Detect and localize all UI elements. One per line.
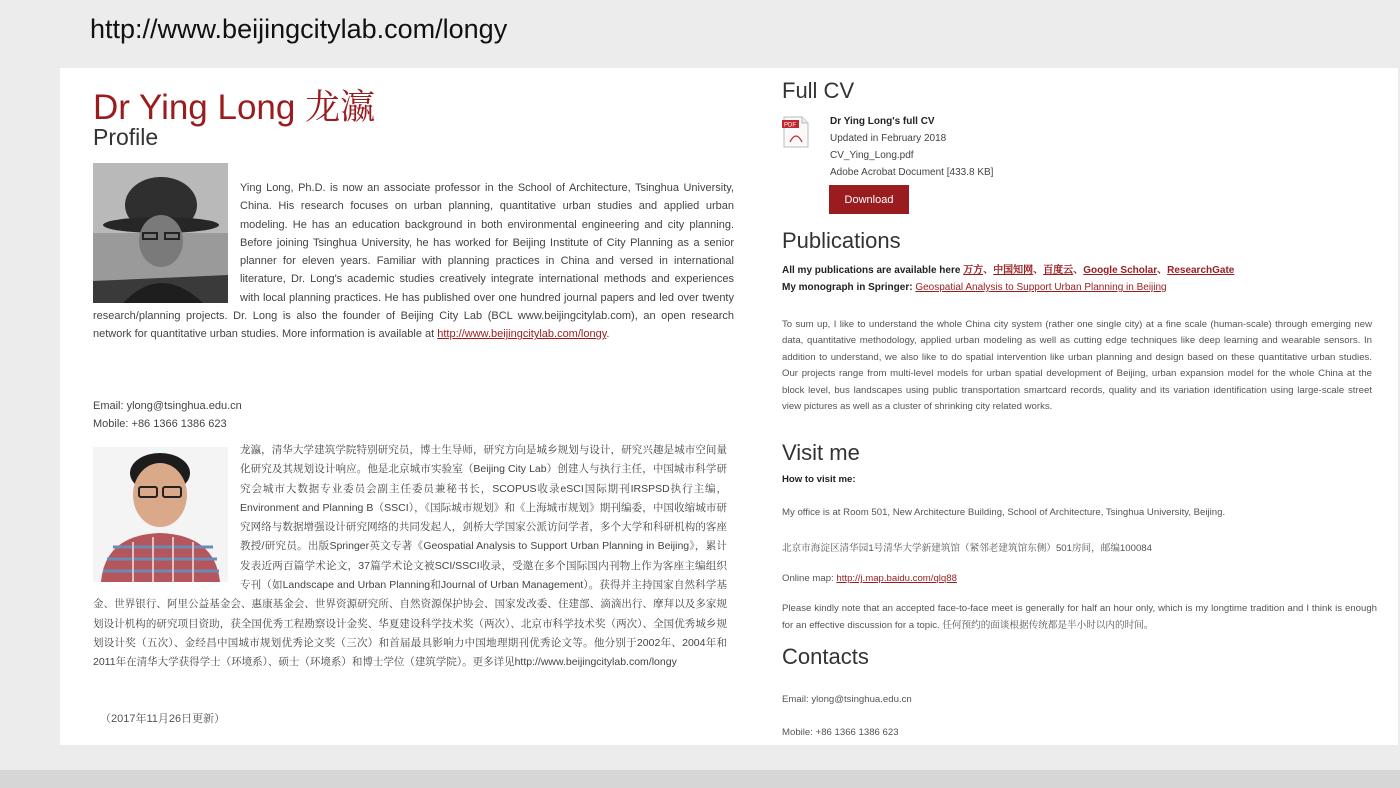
researchgate-link[interactable]: ResearchGate [1167,265,1235,276]
svg-text:PDF: PDF [784,122,796,129]
cnki-link[interactable]: 中国知网 [993,265,1034,276]
bio-chinese [93,441,727,673]
mobile-text: Mobile: +86 1366 1386 623 [93,417,227,430]
slide-bottom-band [0,770,1400,788]
contacts-email: Email: ylong@tsinghua.edu.cn [782,694,912,705]
monograph-label: My monograph in Springer: [782,282,916,293]
visit-note: Please kindly note that an accepted face-to-face meet is generally for half an hour only, which is my longtime tradition and I think is enough for an effective discussion for a topic. 任何预约的面谈根据传统都是半小时以内的时间。 [782,603,1377,631]
baidu-cloud-link[interactable]: 百度云 [1043,265,1074,276]
cv-panel [776,68,1398,745]
office-address-en: My office is at Room 501, New Architecture Building, School of Architecture, Tsinghua University, Beijing. [782,507,1226,518]
bio-english [93,179,734,344]
page-title: Dr Ying Long 龙瀛 [93,88,376,127]
bio-en-end: . [606,328,610,341]
contacts-mobile: Mobile: +86 1366 1386 623 [782,727,899,738]
profile-panel [60,68,776,745]
page-url-header: http://www.beijingcitylab.com/longy [90,14,508,44]
research-summary: To sum up, I like to understand the whole China city system (rather one single city) at a fine scale (human-scale) through emerging new data, quantitative methodology, applied urban modeling as well as cutting edge techniques like deep learning and wearable sensors. In addition to understand, we also like to do spatial intervention like urban planning and design based on these quantitative urban studies. Our projects range from multi-level models for urban spatial development of Beijing, urban expansion model for the whole China at the block level, bus landscapes using public transportation smartcard records, quality and its variation identification using large-scale street view pictures as well as a cluster of shrinking city related works. [782,319,1372,413]
contacts-heading: Contacts [782,644,869,669]
download-button[interactable]: Download [829,185,909,214]
full-cv-heading: Full CV [782,78,855,103]
cv-updated: Updated in February 2018 [830,133,947,144]
office-address-cn: 北京市海淀区清华园1号清华大学新建筑馆（紧邻老建筑馆东侧）501房间，邮编100084 [782,543,1152,554]
online-map-label: Online map: [782,573,837,584]
cv-file-info [830,113,993,181]
bio-en-text: Ying Long, Ph.D. is now an associate professor in the School of Architecture, Tsinghua University, China. His research focuses on urban planning, quantitative urban studies and applied urban modeling. He has an education background in both environmental engineering and city planning. Before joining Tsinghua University, he has worked for Beijing Institute of City Planning as a senior planner for eleven years. Familiar with planning practices in China and versed in international literature, Dr. Long's academic studies creatively integrate international methods and experiences with local planning practices. He has published over one hundred journal papers and led over twenty research/planning projects. Dr. Long is also the founder of Beijing City Lab (BCL www.beijingcitylab.com), an open research network for quantitative urban studies. More information is available at [93,182,734,341]
wanfang-link[interactable]: 万方 [963,265,984,276]
publications-heading: Publications [782,228,901,253]
profile-heading: Profile [93,124,159,150]
how-to-visit-label: How to visit me: [782,474,856,485]
cv-filetype: Adobe Acrobat Document [433.8 KB] [830,167,994,178]
publications-links: All my publications are available here 万方、中国知网、百度云、Google Scholar、ResearchGate My monograph in Springer: Geospatial Analysis to Support Urban Planning in Beijing [782,265,1235,293]
contact-info [93,398,242,433]
cv-title: Dr Ying Long's full CV [830,116,935,127]
update-note: （2017年11月26日更新） [100,713,226,725]
monograph-link[interactable]: Geospatial Analysis to Support Urban Planning in Beijing [915,282,1167,293]
portrait-photo-grayscale [93,163,228,303]
cv-filename: CV_Ying_Long.pdf [830,150,914,161]
google-scholar-link[interactable]: Google Scholar [1083,265,1158,276]
online-map-link[interactable]: http://j.map.baidu.com/qlq88 [836,573,957,584]
publications-label: All my publications are available here [782,265,964,276]
online-map-line [782,573,1377,584]
bio-profile-link[interactable]: http://www.beijingcitylab.com/longy [437,328,607,341]
pdf-file-icon[interactable] [782,116,810,148]
bio-cn-text: 龙瀛，清华大学建筑学院特别研究员，博士生导师，研究方向是城乡规划与设计，研究兴趣是城市空间量化研究及其规划设计响应。他是北京城市实验室（Beijing City Lab）创建人与执行主任，中国城市科学研究会城市大数据专业委员会副主任委员兼秘书长，SCOPUS收录eSCI国际期刊IRSPSD执行主编，Environment and Planning B（SSCI），《国际城市规划》和《上海城市规划》期刊编委，中国收缩城市研究网络与数据增强设计研究网络的共同发起人，剑桥大学国家公派访问学者，多个大学和科研机构的客座教授/研究员。出版Springer英文专著《Geospatial Analysis to Support Urban Planning in Beijing》，累计发表近两百篇学术论文，37篇学术论文被SCI/SSCI收录，受邀在多个国际国内刊物上作为客座主编组织专刊（如Landscape and Urban Planning和Journal of Urban Management）。获得并主持国家自然科学基金、世界银行、阿里公益基金会、惠康基金会、世界资源研究所、自然资源保护协会、国家发改委、住建部、滴滴出行、摩拜以及多家规划设计机构的研究项目资助，获全国优秀工程勘察设计金奖、华夏建设科学技术奖（两次）、北京市科学技术奖（两次）、全国优秀城乡规划设计奖（五次）、金经昌中国城市规划优秀论文奖（三次）和首届最具影响力中国地理期刊优秀论文等。他分别于2002年、2004年和2011年在清华大学获得学士（环境系）、硕士（环境系）和博士学位（建筑学院）。更多详见http://www.beijingcitylab.com/longy [93,444,727,669]
visit-heading: Visit me [782,440,860,465]
portrait-photo-color [93,447,228,582]
email-text: Email: ylong@tsinghua.edu.cn [93,400,242,412]
